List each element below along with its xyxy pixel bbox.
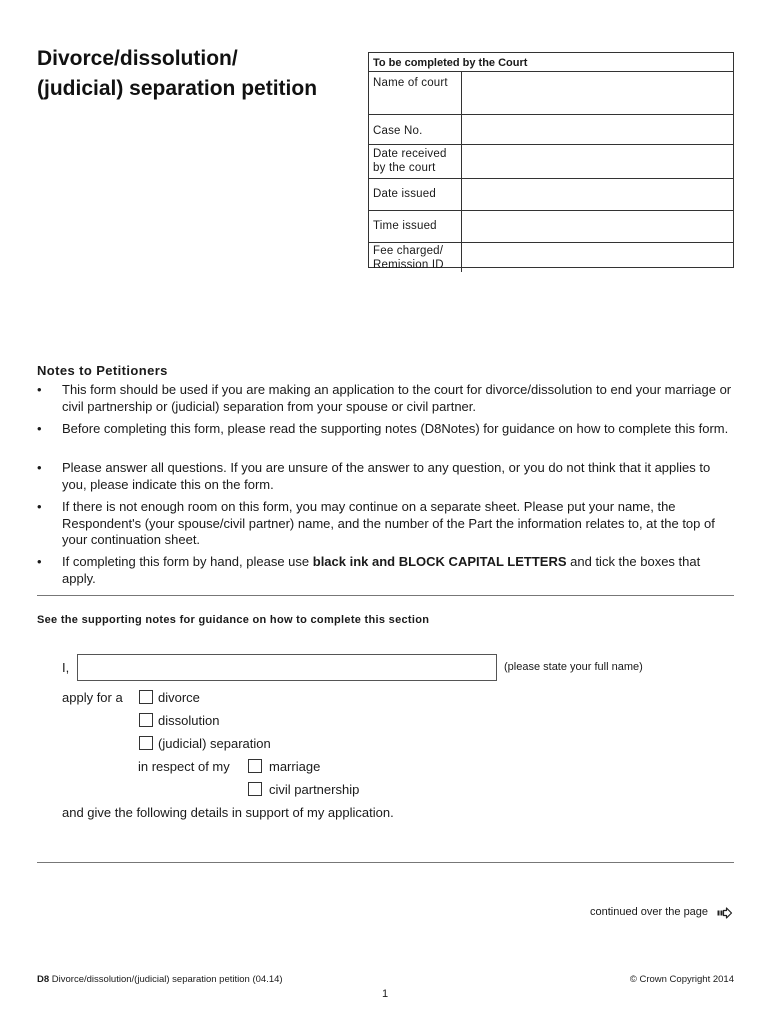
court-row-label-line2: by the court bbox=[373, 162, 436, 174]
date-received-field[interactable] bbox=[461, 145, 733, 178]
court-box-heading: To be completed by the Court bbox=[369, 53, 733, 72]
court-row-label bbox=[373, 244, 459, 272]
court-row-label-line1: Fee charged/ bbox=[373, 245, 444, 257]
marriage-label: marriage bbox=[269, 759, 321, 774]
footer-form-reference bbox=[37, 974, 283, 985]
section-divider bbox=[37, 595, 734, 596]
court-row-label-line1: Date received bbox=[373, 148, 447, 160]
continued-label: continued over the page bbox=[590, 906, 709, 918]
in-respect-of-label: in respect of my bbox=[138, 759, 230, 774]
footer-copyright: © Crown Copyright 2014 bbox=[629, 974, 734, 985]
divorce-checkbox[interactable] bbox=[139, 690, 153, 704]
time-issued-field[interactable] bbox=[461, 211, 733, 242]
notes-title: Notes to Petitioners bbox=[37, 363, 168, 378]
court-row-label bbox=[373, 147, 459, 175]
form-title-line1: Divorce/dissolution/ bbox=[37, 47, 238, 70]
section-divider bbox=[37, 862, 734, 863]
court-row-label: Name of court bbox=[373, 77, 448, 89]
arrow-right-icon bbox=[717, 907, 733, 919]
civil-partnership-checkbox[interactable] bbox=[248, 782, 262, 796]
footer-form-code: D8 bbox=[37, 974, 50, 985]
note-text: If there is not enough room on this form, you may continue on a separate sheet. Please put your name, the Respondent's (your spouse/civil partner) name, and the number of the Part the information relates to, at the top of your continuation sheet. bbox=[62, 499, 715, 547]
court-row-label: Case No. bbox=[373, 125, 423, 137]
court-row-date-received bbox=[369, 145, 733, 179]
closing-statement: and give the following details in support of my application. bbox=[62, 805, 394, 820]
footer-form-name: Divorce/dissolution/(judicial) separation petition (04.14) bbox=[51, 974, 283, 985]
bullet-icon: • bbox=[37, 421, 42, 436]
bullet-icon: • bbox=[37, 460, 42, 475]
form-title bbox=[37, 44, 357, 104]
court-row-date-issued bbox=[369, 179, 733, 211]
dissolution-label: dissolution bbox=[158, 713, 220, 728]
note-text: Please answer all questions. If you are unsure of the answer to any question, or you do not think that it applies to you, please indicate this on the form. bbox=[62, 460, 711, 492]
dissolution-checkbox[interactable] bbox=[139, 713, 153, 727]
court-row-label: Time issued bbox=[373, 220, 437, 232]
court-use-box bbox=[368, 52, 734, 271]
court-row-label-line2: Remission ID bbox=[373, 259, 444, 271]
date-issued-field[interactable] bbox=[461, 179, 733, 210]
i-label: I, bbox=[62, 660, 70, 675]
court-row-case-no bbox=[369, 115, 733, 145]
marriage-checkbox[interactable] bbox=[248, 759, 262, 773]
court-row-label: Date issued bbox=[373, 188, 436, 200]
page-number: 1 bbox=[381, 988, 389, 1000]
divorce-label: divorce bbox=[158, 690, 200, 705]
civil-partnership-label: civil partnership bbox=[269, 782, 360, 797]
full-name-input[interactable] bbox=[77, 654, 497, 681]
form-title-line2: (judicial) separation petition bbox=[37, 77, 318, 100]
court-row-name-of-court bbox=[369, 72, 733, 115]
note-text-emphasis: black ink and BLOCK CAPITAL LETTERS bbox=[312, 554, 567, 569]
note-text-suffix: and tick the boxes that apply. bbox=[62, 554, 701, 586]
note-text: Before completing this form, please read the supporting notes (D8Notes) for guidance on how to complete this form. bbox=[62, 421, 729, 436]
bullet-icon: • bbox=[37, 382, 42, 397]
judicial-separation-label: (judicial) separation bbox=[158, 736, 271, 751]
fee-charged-field[interactable] bbox=[461, 243, 733, 272]
note-text-prefix: If completing this form by hand, please use bbox=[62, 554, 313, 569]
court-row-time-issued bbox=[369, 211, 733, 243]
bullet-icon: • bbox=[37, 554, 42, 569]
apply-for-label: apply for a bbox=[62, 690, 123, 705]
section-guidance: See the supporting notes for guidance on how to complete this section bbox=[37, 614, 430, 626]
case-no-field[interactable] bbox=[461, 115, 733, 144]
court-row-fee-charged bbox=[369, 243, 733, 272]
judicial-separation-checkbox[interactable] bbox=[139, 736, 153, 750]
note-text bbox=[62, 554, 734, 587]
name-of-court-field[interactable] bbox=[461, 72, 733, 114]
note-text: This form should be used if you are making an application to the court for divorce/dissolution to end your marriage or civil partnership or (judicial) separation from your spouse or civil partner. bbox=[62, 382, 732, 414]
full-name-hint: (please state your full name) bbox=[504, 661, 643, 673]
bullet-icon: • bbox=[37, 499, 42, 514]
